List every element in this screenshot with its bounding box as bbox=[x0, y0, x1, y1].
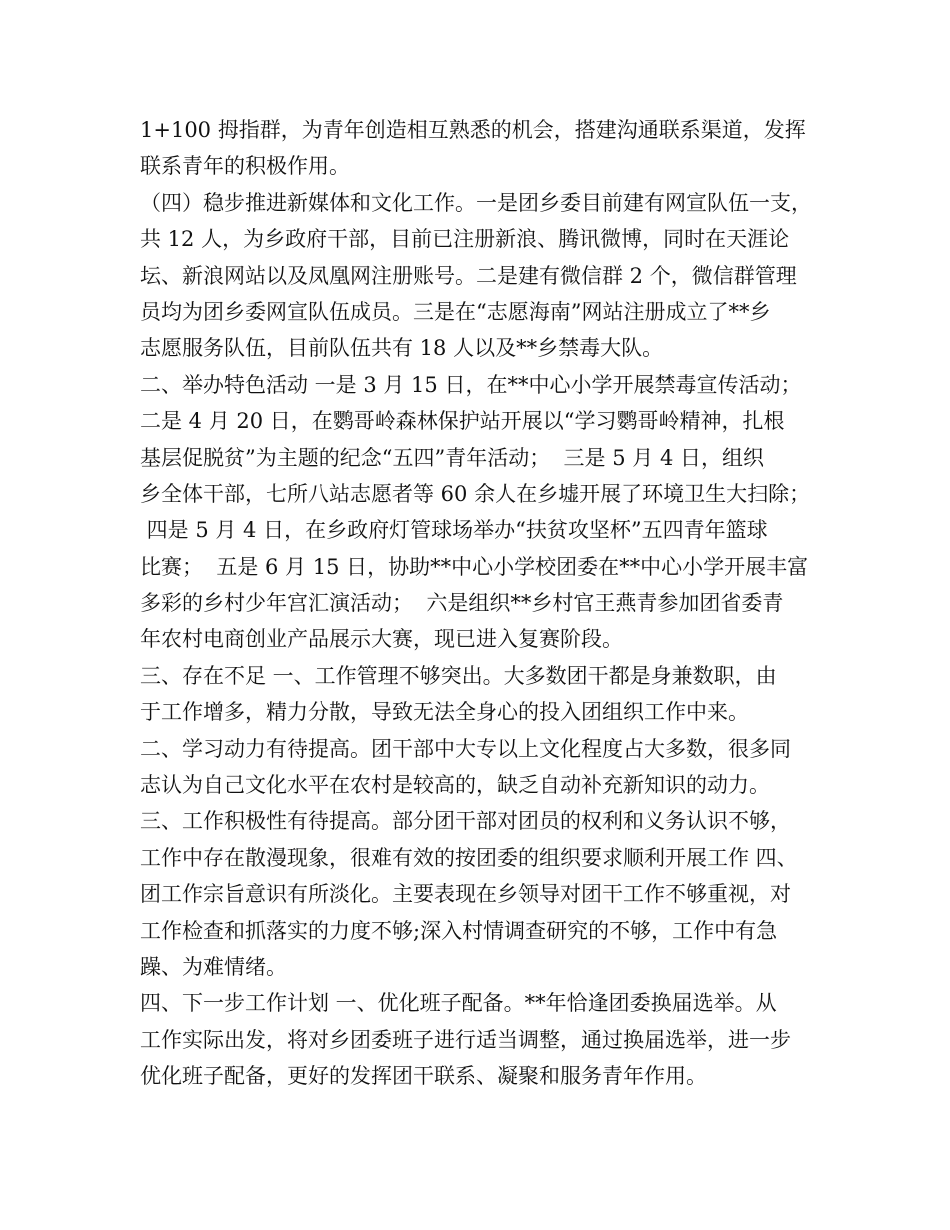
text-line: 四、下一步工作计划 一、优化班子配备。**年恰逢团委换届选举。从 bbox=[140, 991, 777, 1016]
text-line: （四）稳步推进新媒体和文化工作。一是团乡委目前建有网宣队伍一支， bbox=[140, 190, 812, 215]
text-line: 基层促脱贫”为主题的纪念“五四”青年活动； 三是 5 月 4 日，组织 bbox=[140, 445, 764, 470]
text-line: 共 12 人，为乡政府干部，目前已注册新浪、腾讯微博，同时在天涯论 bbox=[140, 227, 790, 252]
text-line: 二、学习动力有待提高。团干部中大专以上文化程度占大多数，很多同 bbox=[140, 736, 791, 761]
text-line: 多彩的乡村少年宫汇演活动； 六是组织**乡村官王燕青参加团省委青 bbox=[140, 591, 784, 616]
text-line: 乡全体干部，七所八站志愿者等 60 余人在乡墟开展了环境卫生大扫除； bbox=[140, 481, 811, 506]
text-line: 三、存在不足 一、工作管理不够突出。大多数团干都是身兼数职，由 bbox=[140, 663, 777, 688]
text-line: 志认为自己文化水平在农村是较高的，缺乏自动补充新知识的动力。 bbox=[140, 773, 770, 798]
text-line: 联系青年的积极作用。 bbox=[140, 154, 350, 179]
text-line: 工作中存在散漫现象，很难有效的按团委的组织要求顺利开展工作 四、 bbox=[140, 845, 798, 870]
text-line: 团工作宗旨意识有所淡化。主要表现在乡领导对团干工作不够重视，对 bbox=[140, 882, 791, 907]
text-line: 于工作增多，精力分散，导致无法全身心的投入团组织工作中来。 bbox=[140, 700, 749, 725]
document-body bbox=[140, 112, 820, 1095]
text-line: 坛、新浪网站以及凤凰网注册账号。二是建有微信群 2 个，微信群管理 bbox=[140, 263, 797, 288]
text-line: 二、举办特色活动 一是 3 月 15 日，在**中心小学开展禁毒宣传活动； bbox=[140, 372, 802, 397]
text-line: 优化班子配备，更好的发挥团干联系、凝聚和服务青年作用。 bbox=[140, 1064, 707, 1089]
text-line: 四是 5 月 4 日，在乡政府灯管球场举办“扶贫攻坚杯”五四青年篮球 bbox=[140, 518, 768, 543]
text-line: 三、工作积极性有待提高。部分团干部对团员的权利和义务认识不够， bbox=[140, 809, 791, 834]
text-line: 员均为团乡委网宣队伍成员。三是在“志愿海南”网站注册成立了**乡 bbox=[140, 299, 771, 324]
text-line: 比赛； 五是 6 月 15 日，协助**中心小学校团委在**中心小学开展丰富 bbox=[140, 554, 809, 579]
text-line: 工作检查和抓落实的力度不够;深入村情调查研究的不够，工作中有急 bbox=[140, 918, 778, 943]
text-line: 1+100 拇指群，为青年创造相互熟悉的机会，搭建沟通联系渠道，发挥 bbox=[140, 118, 806, 142]
text-line: 志愿服务队伍，目前队伍共有 18 人以及**乡禁毒大队。 bbox=[140, 336, 664, 361]
text-line: 二是 4 月 20 日，在鹦哥岭森林保护站开展以“学习鹦哥岭精神，扎根 bbox=[140, 409, 785, 434]
text-line: 工作实际出发，将对乡团委班子进行适当调整，通过换届选举，进一步 bbox=[140, 1027, 791, 1052]
text-line: 年农村电商创业产品展示大赛，现已进入复赛阶段。 bbox=[140, 627, 623, 652]
text-line: 躁、为难情绪。 bbox=[140, 954, 287, 979]
